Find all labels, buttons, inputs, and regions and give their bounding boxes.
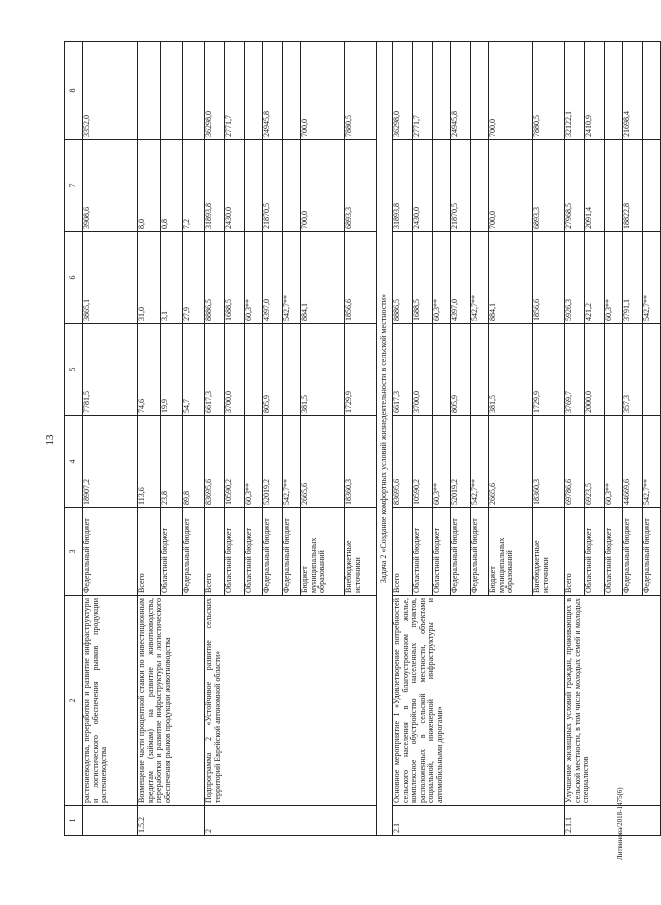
value-cell: 52019,2 bbox=[263, 416, 283, 508]
value-cell: 381,5 bbox=[489, 324, 533, 416]
value-cell: 2091,4 bbox=[585, 140, 605, 232]
value-cell: 700,0 bbox=[489, 42, 533, 140]
value-cell: 31893,8 bbox=[393, 140, 413, 232]
value-cell: 60,3** bbox=[605, 416, 623, 508]
value-cell: 3791,1 bbox=[623, 232, 643, 324]
value-cell: 8886,5 bbox=[393, 232, 413, 324]
table-row bbox=[138, 42, 161, 836]
header-cell: 6 bbox=[65, 232, 83, 324]
value-cell: 1729,9 bbox=[345, 324, 377, 416]
value-cell: 44669,6 bbox=[623, 416, 643, 508]
value-cell bbox=[138, 42, 161, 140]
row-number-cell: 2.1 bbox=[393, 806, 565, 836]
funding-source: Областной бюджет bbox=[245, 508, 263, 596]
funding-source: Бюджет муниципальных образований bbox=[301, 508, 345, 596]
value-cell: 2410,9 bbox=[585, 42, 605, 140]
funding-source: Федеральный бюджет bbox=[471, 508, 489, 596]
value-cell: 884,1 bbox=[301, 232, 345, 324]
value-cell: 0,8 bbox=[161, 140, 183, 232]
value-cell bbox=[433, 140, 451, 232]
value-cell: 3700,0 bbox=[413, 324, 433, 416]
funding-source: Бюджет муниципальных образований bbox=[489, 508, 533, 596]
value-cell: 19,9 bbox=[161, 324, 183, 416]
value-cell: 2430,0 bbox=[413, 140, 433, 232]
measure-description: растениеводства, переработки и развитие инфраструктуры и логистического обеспечения рынков продукции растениеводства bbox=[83, 596, 138, 806]
funding-source: Федеральный бюджет bbox=[451, 508, 471, 596]
value-cell: 421,2 bbox=[585, 232, 605, 324]
value-cell: 3865,1 bbox=[83, 232, 138, 324]
value-cell bbox=[245, 42, 263, 140]
funding-source: Федеральный бюджет bbox=[643, 508, 661, 596]
value-cell: 10590,2 bbox=[225, 416, 245, 508]
value-cell bbox=[605, 42, 623, 140]
value-cell: 7781,5 bbox=[83, 324, 138, 416]
value-cell: 36298,0 bbox=[205, 42, 225, 140]
document-stamp: Литвинова/2018-1475(6) bbox=[616, 787, 624, 860]
value-cell: 8886,5 bbox=[205, 232, 225, 324]
measure-description: Возмещение части процентной ставки по инвестиционным кредитам (займам) на развитие животноводства, переработки и развитие инфраструктуры и логистического обеспечения рынков продукции животноводства bbox=[138, 596, 205, 806]
value-cell: 31,0 bbox=[138, 232, 161, 324]
value-cell bbox=[471, 324, 489, 416]
value-cell: 542,7** bbox=[471, 232, 489, 324]
value-cell: 2000,0 bbox=[585, 324, 605, 416]
value-cell: 700,0 bbox=[489, 140, 533, 232]
value-cell: 542,7** bbox=[283, 232, 301, 324]
table-row bbox=[393, 42, 413, 836]
row-number-cell bbox=[83, 806, 138, 836]
value-cell bbox=[245, 140, 263, 232]
value-cell: 1856,6 bbox=[533, 232, 565, 324]
row-number-cell: 2.1.1 bbox=[565, 806, 661, 836]
value-cell: 60,3** bbox=[605, 232, 623, 324]
value-cell: 3908,6 bbox=[83, 140, 138, 232]
value-cell: 2430,0 bbox=[225, 140, 245, 232]
value-cell: 83695,6 bbox=[205, 416, 225, 508]
value-cell: 18822,8 bbox=[623, 140, 643, 232]
funding-source: Всего bbox=[205, 508, 225, 596]
funding-source: Федеральный бюджет bbox=[283, 508, 301, 596]
table-body bbox=[65, 42, 661, 836]
value-cell: 542,7** bbox=[283, 416, 301, 508]
funding-source: Областной бюджет bbox=[225, 508, 245, 596]
value-cell: 2771,7 bbox=[225, 42, 245, 140]
value-cell: 52019,2 bbox=[451, 416, 471, 508]
value-cell: 2665,6 bbox=[301, 416, 345, 508]
value-cell bbox=[643, 42, 661, 140]
value-cell: 1688,5 bbox=[413, 232, 433, 324]
value-cell bbox=[643, 324, 661, 416]
value-cell: 8,0 bbox=[138, 140, 161, 232]
funding-source: Внебюджетные источники bbox=[533, 508, 565, 596]
value-cell: 27968,5 bbox=[565, 140, 585, 232]
budget-table bbox=[64, 41, 661, 836]
task-row bbox=[377, 42, 393, 836]
header-cell: 4 bbox=[65, 416, 83, 508]
value-cell: 24945,8 bbox=[451, 42, 471, 140]
table-row bbox=[205, 42, 225, 836]
value-cell: 31893,8 bbox=[205, 140, 225, 232]
measure-description: Основное мероприятие 1 «Удовлетворение потребностей сельского населения в благоустроенном жилье, комплексное обустройство населенных пунктов, расположенных в сельской местности, объектами социальной, инженерной инфраструктуры и автомобильными дорогами» bbox=[393, 596, 565, 806]
task-heading: Задача 2 «Создание комфортных условий жизнедеятельности в сельской местности» bbox=[377, 42, 393, 836]
value-cell: 357,3 bbox=[623, 324, 643, 416]
funding-source: Федеральный бюджет bbox=[183, 508, 205, 596]
funding-source: Областной бюджет bbox=[585, 508, 605, 596]
value-cell: 542,7** bbox=[643, 232, 661, 324]
value-cell: 4397,0 bbox=[263, 232, 283, 324]
value-cell: 69786,6 bbox=[565, 416, 585, 508]
value-cell: 54,7 bbox=[183, 324, 205, 416]
value-cell: 805,9 bbox=[451, 324, 471, 416]
value-cell: 7880,5 bbox=[533, 42, 565, 140]
header-cell: 3 bbox=[65, 508, 83, 596]
funding-source: Всего bbox=[393, 508, 413, 596]
value-cell: 2771,7 bbox=[413, 42, 433, 140]
value-cell: 700,0 bbox=[301, 140, 345, 232]
funding-source: Областной бюджет bbox=[413, 508, 433, 596]
value-cell: 36298,0 bbox=[393, 42, 413, 140]
value-cell: 7,2 bbox=[183, 140, 205, 232]
value-cell: 1688,5 bbox=[225, 232, 245, 324]
value-cell: 60,3** bbox=[433, 232, 451, 324]
funding-source: Федеральный бюджет bbox=[83, 508, 138, 596]
value-cell bbox=[245, 324, 263, 416]
value-cell bbox=[283, 42, 301, 140]
funding-source: Всего bbox=[138, 508, 161, 596]
value-cell: 21870,5 bbox=[263, 140, 283, 232]
funding-source: Внебюджетные источники bbox=[345, 508, 377, 596]
value-cell: 5926,3 bbox=[565, 232, 585, 324]
value-cell: 21698,4 bbox=[623, 42, 643, 140]
header-cell: 8 bbox=[65, 42, 83, 140]
value-cell: 6923,5 bbox=[585, 416, 605, 508]
value-cell: 1729,9 bbox=[533, 324, 565, 416]
value-cell: 2665,6 bbox=[489, 416, 533, 508]
value-cell bbox=[283, 324, 301, 416]
header-cell: 7 bbox=[65, 140, 83, 232]
funding-source: Федеральный бюджет bbox=[263, 508, 283, 596]
value-cell: 10590,2 bbox=[413, 416, 433, 508]
value-cell: 3352,0 bbox=[83, 42, 138, 140]
header-cell: 5 bbox=[65, 324, 83, 416]
value-cell: 1856,6 bbox=[345, 232, 377, 324]
value-cell bbox=[471, 140, 489, 232]
value-cell: 32122,1 bbox=[565, 42, 585, 140]
value-cell: 3,1 bbox=[161, 232, 183, 324]
value-cell bbox=[161, 42, 183, 140]
value-cell: 6617,3 bbox=[205, 324, 225, 416]
value-cell: 6617,3 bbox=[393, 324, 413, 416]
value-cell: 18907,2 bbox=[83, 416, 138, 508]
value-cell: 60,3** bbox=[245, 232, 263, 324]
value-cell: 3769,7 bbox=[565, 324, 585, 416]
value-cell: 7880,5 bbox=[345, 42, 377, 140]
value-cell: 89,8 bbox=[183, 416, 205, 508]
value-cell: 18360,3 bbox=[345, 416, 377, 508]
funding-source: Всего bbox=[565, 508, 585, 596]
value-cell: 884,1 bbox=[489, 232, 533, 324]
value-cell: 23,8 bbox=[161, 416, 183, 508]
funding-source: Областной бюджет bbox=[161, 508, 183, 596]
value-cell bbox=[643, 140, 661, 232]
rotated-table-container bbox=[64, 42, 651, 836]
funding-source: Областной бюджет bbox=[433, 508, 451, 596]
funding-source: Областной бюджет bbox=[605, 508, 623, 596]
value-cell: 542,7** bbox=[643, 416, 661, 508]
value-cell: 3700,0 bbox=[225, 324, 245, 416]
value-cell: 60,3** bbox=[433, 416, 451, 508]
value-cell: 700,0 bbox=[301, 42, 345, 140]
header-cell: 2 bbox=[65, 596, 83, 806]
row-number-cell: 2 bbox=[205, 806, 377, 836]
value-cell: 83695,6 bbox=[393, 416, 413, 508]
value-cell: 113,6 bbox=[138, 416, 161, 508]
value-cell bbox=[183, 42, 205, 140]
value-cell: 805,9 bbox=[263, 324, 283, 416]
row-number-cell: 1.5.2 bbox=[138, 806, 205, 836]
value-cell: 381,5 bbox=[301, 324, 345, 416]
value-cell: 24945,8 bbox=[263, 42, 283, 140]
table-row bbox=[83, 42, 138, 836]
value-cell: 18360,3 bbox=[533, 416, 565, 508]
value-cell: 6893,3 bbox=[533, 140, 565, 232]
table-row bbox=[565, 42, 585, 836]
value-cell: 6893,3 bbox=[345, 140, 377, 232]
value-cell: 74,6 bbox=[138, 324, 161, 416]
value-cell bbox=[283, 140, 301, 232]
value-cell bbox=[433, 42, 451, 140]
value-cell: 21870,5 bbox=[451, 140, 471, 232]
measure-description: Подпрограмма 2 «Устойчивое развитие сельских территорий Еврейской автономной области» bbox=[205, 596, 377, 806]
value-cell: 27,9 bbox=[183, 232, 205, 324]
table-header-row bbox=[65, 42, 83, 836]
value-cell: 60,3** bbox=[245, 416, 263, 508]
value-cell bbox=[471, 42, 489, 140]
value-cell: 542,7** bbox=[471, 416, 489, 508]
value-cell: 4397,0 bbox=[451, 232, 471, 324]
value-cell bbox=[605, 324, 623, 416]
measure-description: Улучшение жилищных условий граждан, проживающих в сельской местности, в том числе молодых семей и молодых специалистов bbox=[565, 596, 661, 806]
value-cell bbox=[433, 324, 451, 416]
value-cell bbox=[605, 140, 623, 232]
page-number: 13 bbox=[44, 434, 56, 446]
funding-source: Федеральный бюджет bbox=[623, 508, 643, 596]
header-cell: 1 bbox=[65, 806, 83, 836]
